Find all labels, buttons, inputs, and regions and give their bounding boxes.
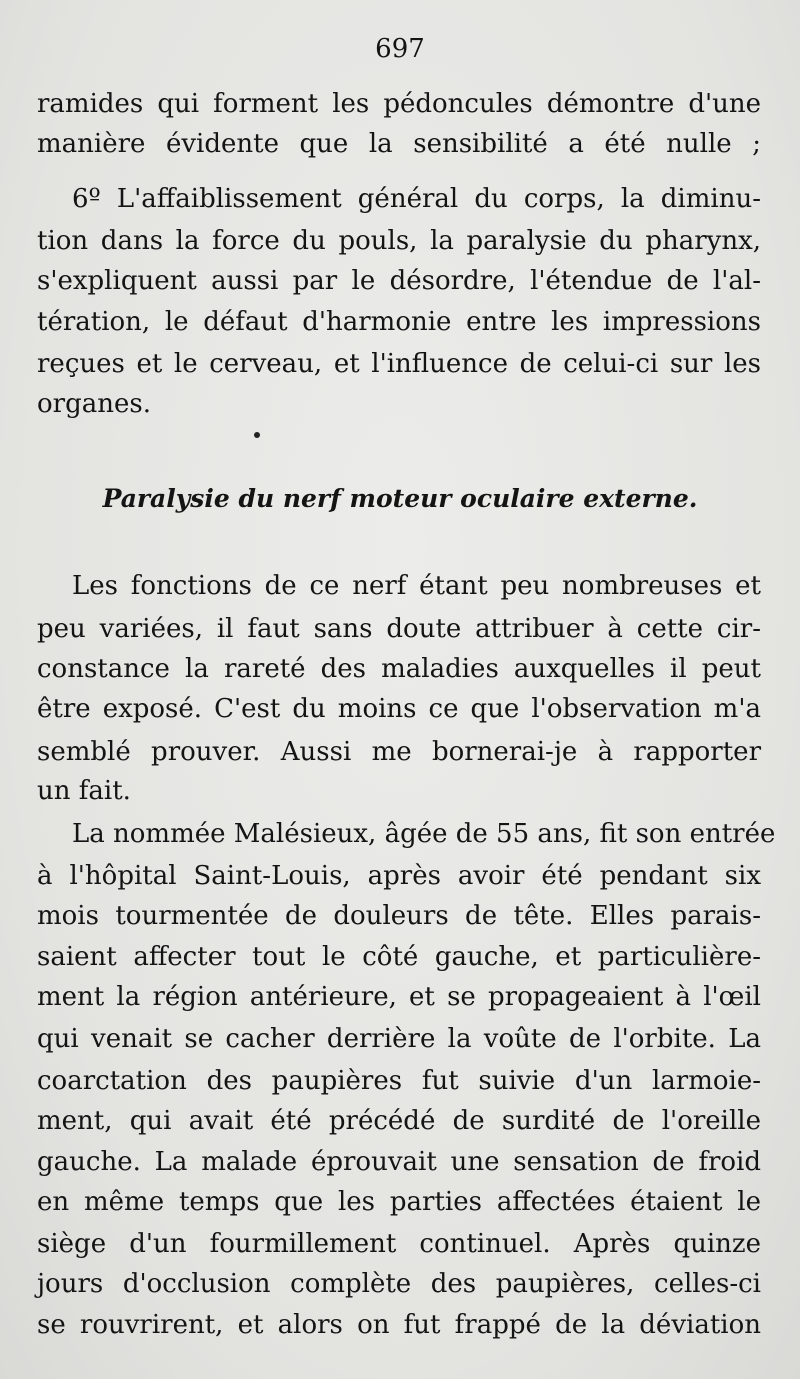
text-line: à l'hôpital Saint-Louis, après avoir été pendant six	[37, 861, 761, 891]
text-line: La nommée Malésieux, âgée de 55 ans, fit son entrée	[72, 819, 776, 849]
text-line: organes.	[37, 389, 151, 419]
text-line: tération, le défaut d'harmonie entre les impressions	[37, 307, 761, 337]
text-line: reçues et le cerveau, et l'influence de celui-ci sur les	[37, 349, 761, 379]
text-line: Les fonctions de ce nerf étant peu nombreuses et	[72, 571, 761, 601]
section-heading: Paralysie du nerf moteur oculaire externe.	[102, 484, 698, 513]
text-line: s'expliquent aussi par le désordre, l'étendue de l'al-	[37, 266, 761, 296]
text-line: peu variées, il faut sans doute attribuer à cette cir-	[37, 614, 761, 644]
text-line: coarctation des paupières fut suivie d'un larmoie-	[37, 1066, 761, 1096]
text-line: être exposé. C'est du moins ce que l'observation m'a	[37, 694, 761, 724]
text-line: manière évidente que la sensibilité a été nulle ;	[37, 129, 761, 159]
page-number: 697	[375, 34, 425, 64]
text-line: constance la rareté des maladies auxquelles il peut	[37, 654, 761, 684]
text-line: jours d'occlusion complète des paupières, celles-ci	[37, 1269, 761, 1299]
text-line: ment, qui avait été précédé de surdité de l'oreille	[37, 1106, 761, 1136]
text-line: ment la région antérieure, et se propageaient à l'œil	[37, 982, 761, 1012]
text-line: tion dans la force du pouls, la paralysie du pharynx,	[37, 226, 761, 256]
text-line: se rouvrirent, et alors on fut frappé de la déviation	[37, 1310, 761, 1340]
text-line: semblé prouver. Aussi me bornerai-je à rapporter	[37, 737, 761, 767]
text-line: en même temps que les parties affectées étaient le	[37, 1187, 761, 1217]
stray-dot	[254, 432, 260, 438]
text-line: qui venait se cacher derrière la voûte de l'orbite. La	[37, 1024, 761, 1054]
text-line: ramides qui forment les pédoncules démontre d'une	[37, 89, 761, 119]
text-line: saient affecter tout le côté gauche, et particulière-	[37, 942, 761, 972]
text-line: siège d'un fourmillement continuel. Après quinze	[37, 1229, 761, 1259]
text-line: mois tourmentée de douleurs de tête. Elles parais-	[37, 901, 761, 931]
text-line: 6º L'affaiblissement général du corps, la diminu-	[72, 184, 761, 214]
text-line: un fait.	[37, 776, 131, 806]
text-line: gauche. La malade éprouvait une sensation de froid	[37, 1147, 761, 1177]
